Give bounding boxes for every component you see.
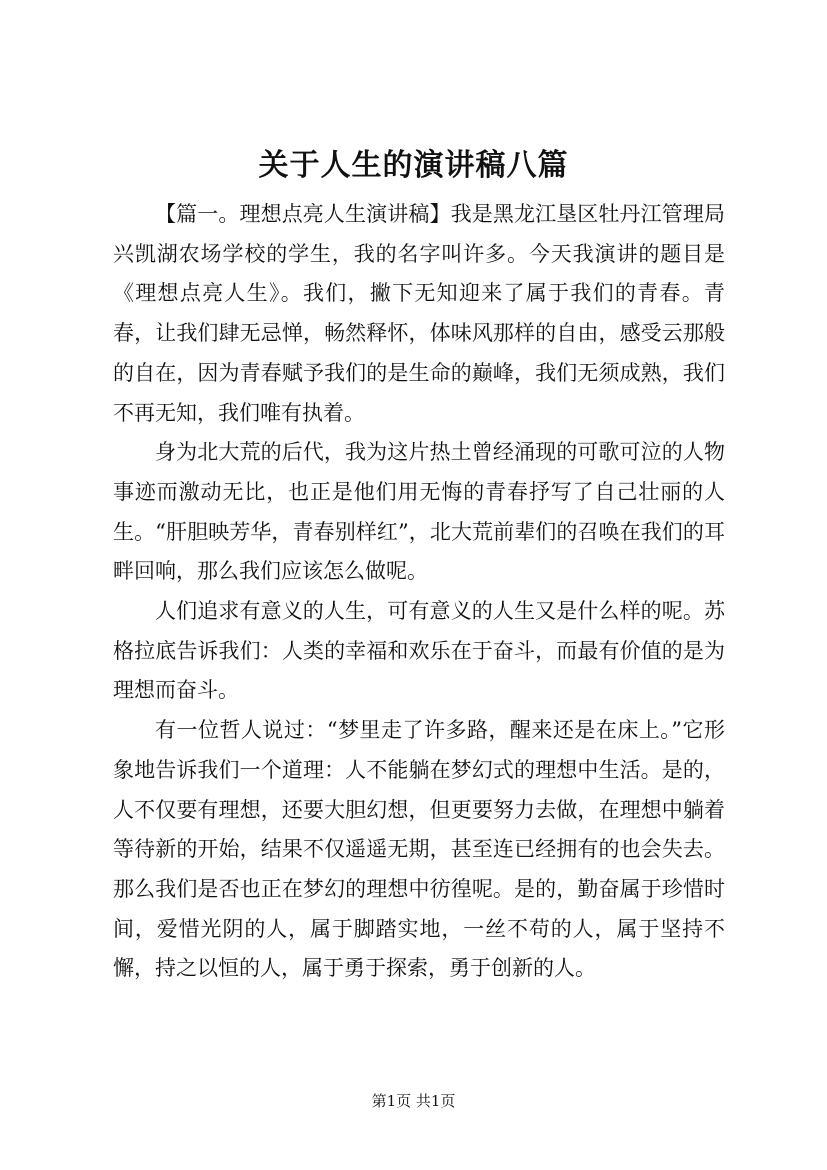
document-title: 关于人生的演讲稿八篇 bbox=[258, 148, 569, 183]
paragraph-4: 有一位哲人说过：“梦里走了许多路，醒来还是在床上。”它形象地告诉我们一个道理：人不能躺在梦幻式的理想中生活。是的，人不仅要有理想，还要大胆幻想，但更要努力去做，在理想中躺着等待新的开始，结果不仅遥遥无期，甚至连已经拥有的也会失去。那么我们是否也正在梦幻的理想中彷徨呢。是的，勤奋属于珍惜时间，爱惜光阴的人，属于脚踏实地，一丝不苟的人，属于坚持不懈，持之以恒的人，属于勇于探索，勇于创新的人。 bbox=[113, 718, 725, 981]
paragraph-2: 身为北大荒的后代，我为这片热土曾经涌现的可歌可泣的人物事迹而激动无比，也正是他们用无悔的青春抒写了自己壮丽的人生。“肝胆映芳华，青春别样红”，北大荒前辈们的召唤在我们的耳畔回响，那么我们应该怎么做呢。 bbox=[113, 440, 725, 584]
page-number-footer: 第1页 共1页 bbox=[371, 1092, 456, 1110]
paragraph-3: 人们追求有意义的人生，可有意义的人生又是什么样的呢。苏格拉底告诉我们：人类的幸福和欢乐在于奋斗，而最有价值的是为理想而奋斗。 bbox=[113, 599, 725, 703]
document-body bbox=[113, 195, 725, 989]
paragraph-1: 【篇一。理想点亮人生演讲稿】我是黑龙江垦区牡丹江管理局兴凯湖农场学校的学生，我的名字叫许多。今天我演讲的题目是《理想点亮人生》。我们，撇下无知迎来了属于我们的青春。青春，让我们肆无忌惮，畅然释怀，体味风那样的自由，感受云那般的自在，因为青春赋予我们的是生命的巅峰，我们无须成熟，我们不再无知，我们唯有执着。 bbox=[113, 202, 725, 425]
